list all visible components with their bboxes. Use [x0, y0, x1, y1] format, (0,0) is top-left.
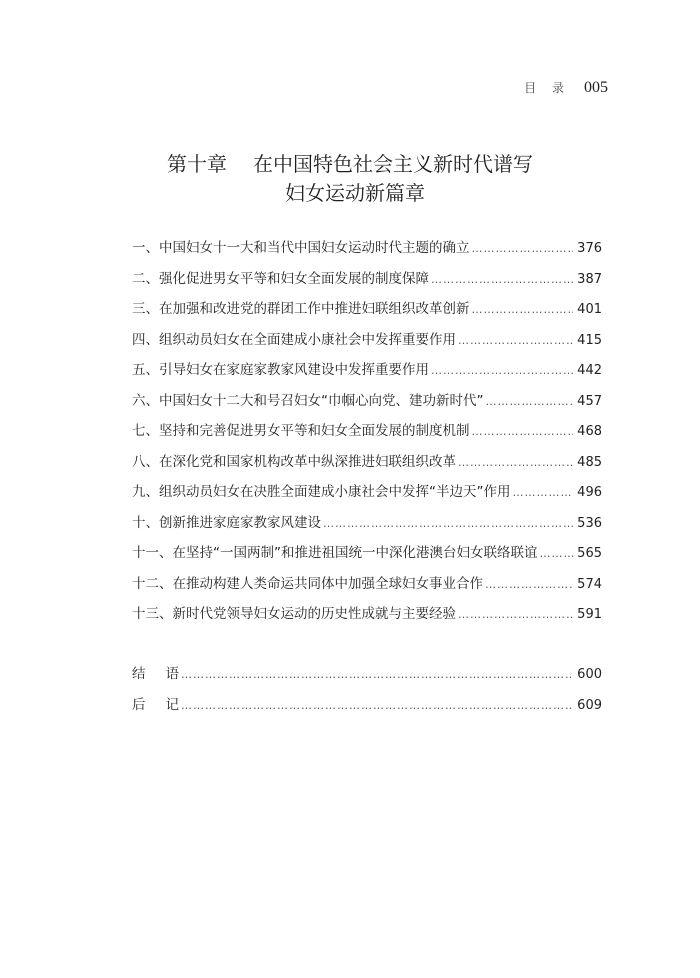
running-head-section: 目 录 [524, 81, 570, 95]
toc-entry-title: 二、强化促进男女平等和妇女全面发展的制度保障 [132, 270, 429, 287]
chapter-title-text-1: 在中国特色社会主义新时代谱写 [253, 152, 533, 176]
running-head [524, 79, 608, 97]
toc-dot-leader [472, 239, 574, 259]
toc-entry-page: 496 [577, 485, 602, 500]
toc-dot-leader [513, 483, 574, 503]
toc-dot-leader [431, 361, 573, 381]
toc-entry[interactable] [132, 452, 602, 483]
toc-dot-leader [540, 544, 574, 564]
chapter-title [0, 150, 700, 207]
toc-entry-title: 六、中国妇女十二大和号召妇女“巾帼心向党、建功新时代” [132, 392, 484, 409]
toc-dot-leader [181, 696, 573, 716]
toc-entry-title: 后记 [132, 696, 199, 713]
toc-dot-leader [181, 665, 573, 685]
toc-entry-page: 536 [577, 515, 602, 531]
toc-entry-title: 八、在深化党和国家机构改革中纵深推进妇联组织改革 [132, 453, 456, 470]
toc-entry-title: 五、引导妇女在家庭家教家风建设中发挥重要作用 [132, 362, 429, 378]
toc-entry-conclusion[interactable] [132, 664, 602, 695]
toc-entry-page: 401 [577, 302, 602, 317]
toc-dot-leader [486, 392, 574, 412]
toc-entry[interactable] [132, 391, 602, 422]
toc-entry-title: 四、组织动员妇女在全面建成小康社会中发挥重要作用 [132, 331, 456, 348]
toc-entry-page: 415 [577, 332, 602, 348]
toc-dot-leader [458, 605, 573, 625]
toc-entry-page: 609 [577, 697, 602, 713]
chapter-title-line1 [0, 150, 700, 178]
toc-entry-title: 一、中国妇女十一大和当代中国妇女运动时代主题的确立 [132, 240, 470, 256]
toc-entry-title: 十一、在坚持“一国两制”和推进祖国统一中深化港澳台妇女联络联谊 [132, 545, 538, 561]
toc-entry[interactable] [132, 604, 602, 635]
toc-entry[interactable] [132, 360, 602, 391]
toc-entry-title: 十二、在推动构建人类命运共同体中加强全球妇女事业合作 [132, 575, 483, 592]
toc-entry-page: 591 [577, 607, 602, 622]
running-head-page-number: 005 [584, 79, 608, 96]
toc-entry-page: 565 [577, 546, 602, 561]
toc-entry-afterword[interactable] [132, 695, 602, 726]
toc-entry-page: 485 [577, 454, 602, 470]
toc-entry[interactable] [132, 299, 602, 330]
toc-entry-title: 九、组织动员妇女在决胜全面建成小康社会中发挥“半边天”作用 [132, 484, 511, 500]
toc-dot-leader [485, 575, 573, 595]
toc-entry[interactable] [132, 513, 602, 544]
toc-dot-leader [472, 300, 574, 320]
toc-entry-page: 600 [577, 667, 602, 682]
toc-entry-title: 七、坚持和完善促进男女平等和妇女全面发展的制度机制 [132, 423, 470, 439]
chapter-title-line2: 妇女运动新篇章 [285, 181, 425, 205]
toc-entry-title: 十、创新推进家庭家教家风建设 [132, 514, 321, 531]
chapter-number: 第十章 [167, 152, 227, 176]
toc-entry[interactable] [132, 238, 602, 269]
toc-entry-page: 574 [577, 576, 602, 592]
toc-dot-leader [431, 270, 573, 290]
toc-entry-title: 结语 [132, 666, 199, 682]
toc-entry-page: 468 [577, 424, 602, 439]
toc-entry-title: 十三、新时代党领导妇女运动的历史性成就与主要经验 [132, 606, 456, 622]
toc-entry-page: 442 [577, 363, 602, 378]
toc-dot-leader [323, 514, 573, 534]
toc-dot-leader [472, 422, 574, 442]
toc-back-matter-list [132, 664, 602, 725]
toc-entry[interactable] [132, 330, 602, 361]
toc-entry-page: 387 [577, 271, 602, 287]
toc-entry[interactable] [132, 421, 602, 452]
toc-entry[interactable] [132, 269, 602, 300]
toc-entry[interactable] [132, 543, 602, 574]
toc-entry-page: 457 [577, 393, 602, 409]
toc-entry[interactable] [132, 482, 602, 513]
toc-dot-leader [458, 453, 573, 473]
toc-entry[interactable] [132, 574, 602, 605]
toc-entry-page: 376 [577, 241, 602, 256]
toc-dot-leader [458, 331, 573, 351]
toc-entry-title: 三、在加强和改进党的群团工作中推进妇联组织改革创新 [132, 301, 470, 317]
toc-section-list [132, 238, 602, 635]
